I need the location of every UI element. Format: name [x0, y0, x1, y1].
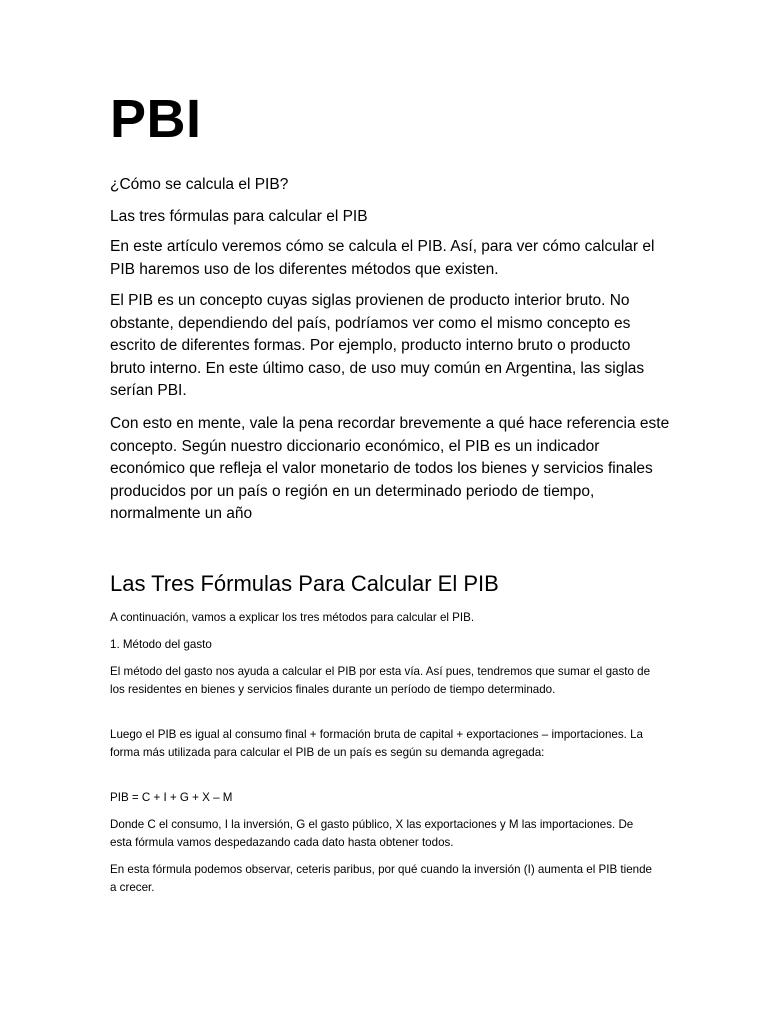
- document-title: PBI: [110, 89, 202, 149]
- section-heading: Las Tres Fórmulas Para Calcular El PIB: [110, 571, 499, 596]
- method-paragraph-2: Luego el PIB es igual al consumo final + formación bruta de capital + exportaciones – importaciones. La forma más utilizada para calcular el PIB de un país es según su demanda agregada:: [110, 728, 643, 759]
- intro-question: ¿Cómo se calcula el PIB?: [110, 176, 289, 193]
- formula: PIB = C + I + G + X – M: [110, 791, 233, 804]
- intro-subtitle: Las tres fórmulas para calcular el PIB: [110, 208, 368, 225]
- intro-paragraph-3: Con esto en mente, vale la pena recordar brevemente a qué hace referencia este concepto. Según nuestro diccionario económico, el PIB es un indicador económico que refleja el valor monetario de todos los bienes y servicios finales producidos por un país o región en un determinado periodo de tiempo, normalmente un año: [110, 415, 670, 522]
- method-title: 1. Método del gasto: [110, 638, 212, 651]
- intro-paragraph-1: En este artículo veremos cómo se calcula el PIB. Así, para ver cómo calcular el PIB haremos uso de los diferentes métodos que existen.: [110, 238, 655, 278]
- method-paragraph-4: En esta fórmula podemos observar, ceteris paribus, por qué cuando la inversión (I) aumenta el PIB tiende a crecer.: [110, 863, 652, 894]
- method-paragraph-1: El método del gasto nos ayuda a calcular el PIB por esta vía. Así pues, tendremos que sumar el gasto de los residentes en bienes y servicios finales durante un período de tiempo determinado.: [110, 665, 651, 696]
- intro-paragraph-2: El PIB es un concepto cuyas siglas provienen de producto interior bruto. No obstante, dependiendo del país, podríamos ver como el mismo concepto es escrito de diferentes formas. Por ejemplo, producto interno bruto o producto bruto interno. En este último caso, de uso muy común en Argentina, las siglas serían PBI.: [110, 292, 645, 399]
- section-lead: A continuación, vamos a explicar los tres métodos para calcular el PIB.: [110, 611, 475, 624]
- method-paragraph-3: Donde C el consumo, I la inversión, G el gasto público, X las exportaciones y M las importaciones. De esta fórmula vamos despedazando cada dato hasta obtener todos.: [110, 818, 634, 849]
